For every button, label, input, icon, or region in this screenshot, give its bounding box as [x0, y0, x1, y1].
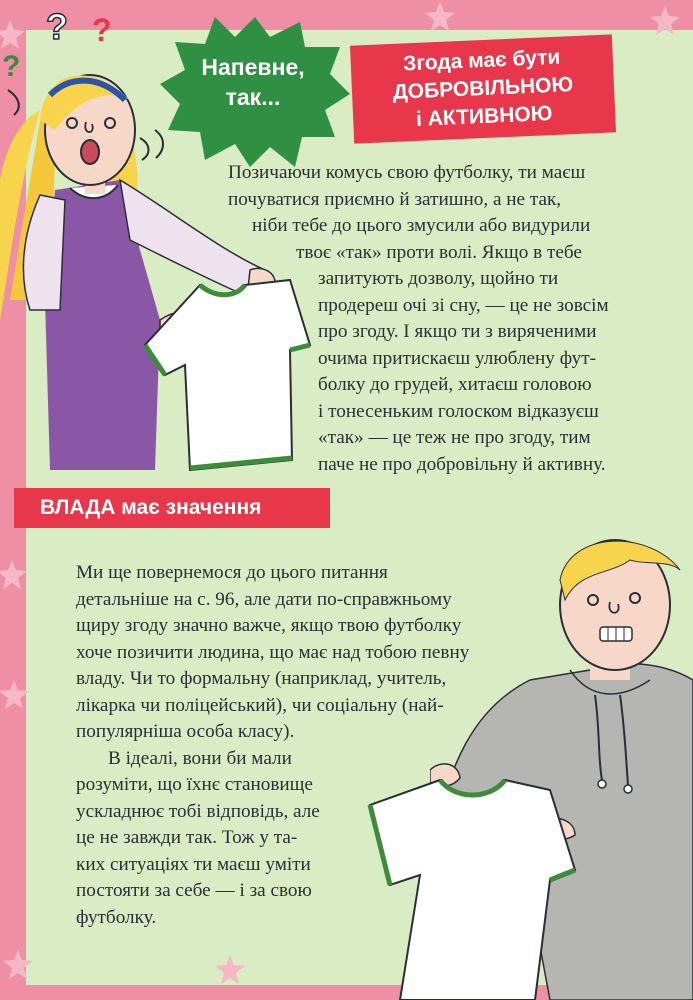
text-line: футболку.	[76, 906, 157, 928]
header-line: і АКТИВНОЮ	[415, 102, 553, 131]
header-line: Згода має бути	[402, 45, 561, 76]
text-line: Ми ще повернемося до цього питання	[76, 562, 388, 583]
text-line: детальніше на с. 96, але дати по-справжньому	[76, 588, 452, 610]
text-line: владу. Чи то формальну (наприклад, учитель,	[76, 668, 447, 689]
question-mark-red: ?	[92, 12, 112, 48]
text-line: і тонесеньким голоском відказуєш	[318, 400, 599, 422]
text-line: про згоду. І якщо ти з виряченими	[318, 321, 597, 342]
text-line: твоє «так» проти волі. Якщо в тебе	[296, 241, 582, 263]
text-line: постояти за себе — і за свою	[76, 880, 312, 901]
bubble-line: Напевне,	[201, 54, 305, 80]
white-t-shirt-held	[360, 760, 580, 1000]
section-header-power: ВЛАДА має значення	[14, 488, 330, 528]
text-line: очима притискаєш улюблену фут-	[318, 347, 597, 369]
question-mark-green: ?	[2, 50, 21, 83]
text-line: продереш очі зі сну, — це не зовсім	[318, 294, 609, 316]
section-header-consent	[350, 34, 616, 143]
text-line: лікарка чи поліцейський), чи соціальну (най-	[76, 694, 444, 716]
bubble-text	[178, 52, 328, 112]
text-line: ких ситуаціях ти маєш уміти	[76, 853, 311, 875]
text-line: ніби тебе до цього змусили або видурили	[252, 215, 591, 236]
text-line: болку до грудей, хитаєш головою	[318, 374, 592, 395]
text-line: почуватися приємно й затишно, а не так,	[228, 188, 562, 210]
text-line: розуміти, що їхнє становище	[76, 774, 313, 795]
question-mark-white: ?	[46, 6, 68, 47]
text-line: ускладнює тобі відповідь, але	[76, 800, 320, 822]
text-line: щиру згоду значно важче, якщо твою футболку	[76, 615, 462, 636]
text-line: паче не про добровільну й активну.	[318, 453, 606, 475]
text-line: «так» — це теж не про згоду, тим	[318, 427, 591, 448]
text-line: В ідеалі, вони би мали	[108, 747, 292, 769]
text-line: популярніша особа класу).	[76, 721, 295, 742]
paragraph-voluntary-consent	[200, 160, 670, 478]
text-line: це не завжди так. Тож у та-	[76, 827, 298, 848]
text-line: запитують дозволу, щойно ти	[318, 268, 559, 289]
header-line: ДОБРОВІЛЬНОЮ	[392, 73, 574, 104]
text-line: хоче позичити людина, що має над тобою певну	[76, 641, 470, 663]
text-line: Позичаючи комусь свою футболку, ти маєш	[228, 162, 586, 183]
bubble-line: так...	[225, 84, 281, 110]
